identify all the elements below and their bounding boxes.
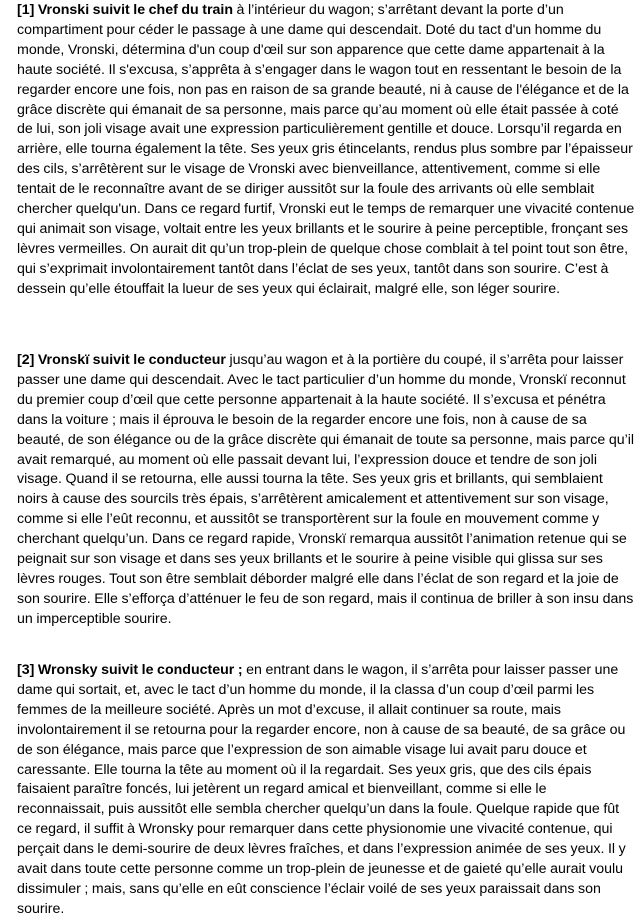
passage-1-body: à l’intérieur du wagon; s’arrêtant devant la porte d’un compartiment pour céder le passage à une dame qui descendait. Doté du tact d'un homme du monde, Vronski, détermina d'un coup d'œil sur son apparence que cette dame appartenait à la haute société. Il s'excusa, s’apprêta à s’engager dans le wagon tout en ressentant le besoin de la regarder encore une fois, non pas en raison de sa grande beauté, ni à cause de l'élégance et de la grâce discrète qui émanait de sa personne, mais parce qu’au moment où elle était passée à coté de lui, son joli visage avait une expression particulièrement gentille et douce. Lorsqu’il regarda en arrière, elle tourna également la tête. Ses yeux gris étincelants, rendus plus sombre par l’épaisseur des cils, s’arrêtèrent sur le visage de Vronski avec bienveillance, attentivement, comme si elle tentait de le reconnaître avant de se diriger aussitôt sur la foule des arrivants où elle semblait chercher quelqu'un. Dans ce regard furtif, Vronski eut le temps de remarquer une vivacité contenue qui animait son visage, voltait entre les yeux brillants et le sourire à peine perceptible, fronçant ses lèvres vermeilles. On aurait dit qu’un trop-plein de quelque chose comblait à tel point tout son être, qui s’exprimait involontairement tantôt dans l’éclat de ses yeux, tantôt dans son sourire. C’est à dessein qu’elle étouffait la lueur de ses yeux qui éclairait, malgré elle, son léger sourire. <box>17 2 635 297</box>
passage-2-heading: [2] Vronskï suivit le conducteur <box>17 352 226 368</box>
passage-3 <box>17 661 635 920</box>
passage-3-heading: [3] Wronsky suivit le conducteur ; <box>17 662 243 678</box>
passage-1 <box>17 1 635 300</box>
passage-2 <box>17 351 635 630</box>
passage-3-body: en entrant dans le wagon, il s’arrêta pour laisser passer une dame qui sortait, et, avec le tact d’un homme du monde, il la classa d’un coup d’œil parmi les femmes de la meilleure société. Après un mot d’excuse, il allait continuer sa route, mais involontairement il se retourna pour la regarder encore, non à cause de sa beauté, de sa grâce ou de son élégance, mais parce que l’expression de son aimable visage lui avait paru douce et caressante. Elle tourna la tête au moment où il la regardait. Ses yeux gris, que des cils épais faisaient paraître foncés, lui jetèrent un regard amical et bienveillant, comme si elle le reconnaissait, puis aussitôt elle sembla chercher quelqu’un dans la foule. Quelque rapide que fût ce regard, il suffit à Wronsky pour remarquer dans cette physionomie une vivacité contenue, qui perçait dans le demi-sourire de deux lèvres fraîches, et dans l’expression animée de ses yeux. Il y avait dans toute cette personne comme un trop-plein de jeunesse et de gaieté qu’elle aurait voulu dissimuler ; mais, sans qu’elle en eût conscience l’éclair voilé de ses yeux paraissait dans son sourire. <box>17 662 626 917</box>
passage-2-body: jusqu’au wagon et à la portière du coupé, il s’arrêta pour laisser passer une dame qui descendait. Avec le tact particulier d’un homme du monde, Vronskï reconnut du premier coup d’œil que cette personne appartenait à la haute société. Il s’excusa et pénétra dans la voiture ; mais il éprouva le besoin de la regarder encore une fois, non à cause de sa beauté, de son élégance ou de la grâce discrète qui émanait de toute sa personne, mais parce qu’il avait remarqué, au moment où elle passait devant lui, l’expression douce et tendre de son joli visage. Quand il se retourna, elle aussi tourna la tête. Ses yeux gris et brillants, qui semblaient noirs à cause des sourcils très épais, s’arrêtèrent amicalement et attentivement sur son visage, comme si elle l’eût reconnu, et aussitôt se transportèrent sur la foule en mouvement comme y cherchant quelqu’un. Dans ce regard rapide, Vronskï remarqua aussitôt l’animation retenue qui se peignait sur son visage et dans ses yeux brillants et le sourire à peine visible qui glissa sur ses lèvres rouges. Tout son être semblait déborder malgré elle dans l’éclat de son regard et la joie de son sourire. Elle s’efforça d’atténuer le feu de son regard, mais il continua de briller à son insu dans un imperceptible sourire. <box>17 352 635 627</box>
passage-1-heading: [1] Vronski suivit le chef du train <box>17 2 233 18</box>
